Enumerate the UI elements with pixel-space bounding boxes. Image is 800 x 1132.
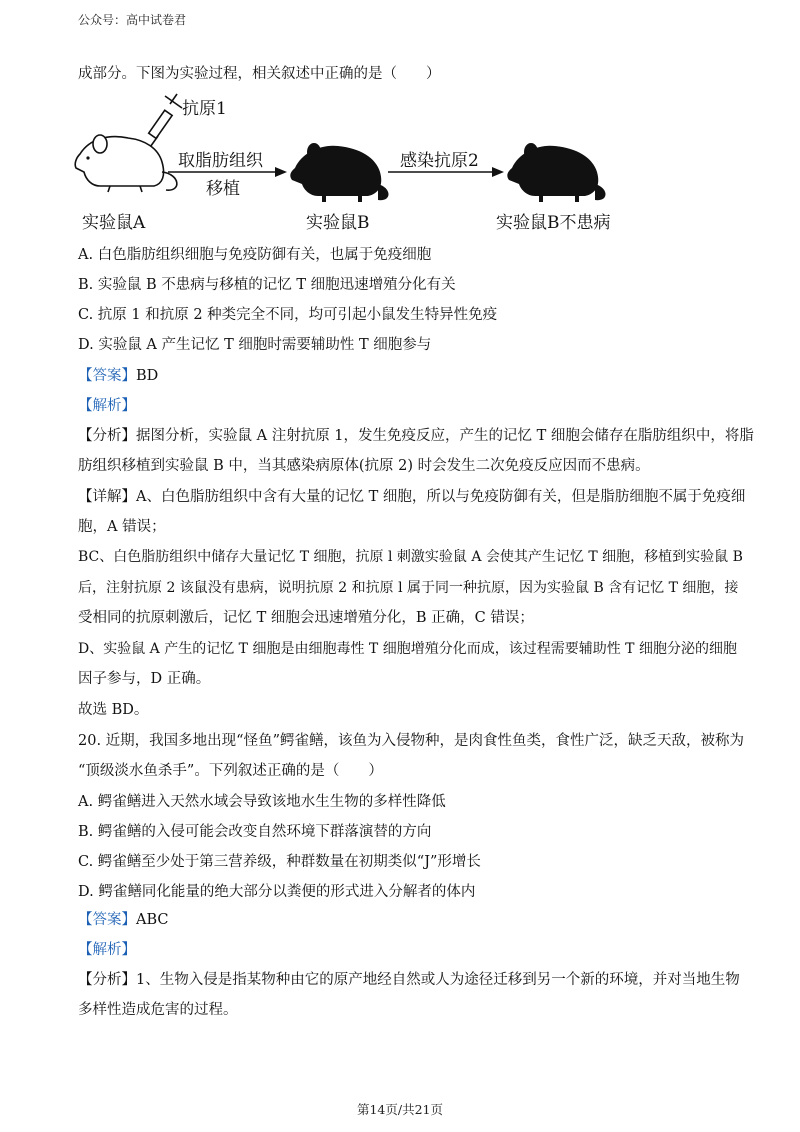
q20-analysis-tag [78, 940, 730, 960]
page-footer: 第14页/共21页 [356, 1102, 444, 1117]
q19-xiangjie-line-4: 后，注射抗原 2 该鼠没有患病，说明抗原 2 和抗原 l 属于同一种抗原，因为实验鼠 B 含有记忆 T 细胞，接 [78, 580, 739, 596]
q20-option-c: C. 鳄雀鳝至少处于第三营养级，种群数量在初期类似“J”形增长 [78, 854, 481, 870]
analysis-tag: 【解析】 [78, 398, 136, 414]
page-header: 公众号：高中试卷君 [78, 13, 187, 27]
q20-option-d: D. 鳄雀鳝同化能量的绝大部分以粪便的形式进入分解者的体内 [78, 884, 476, 900]
q19-xiangjie-line-1 [78, 487, 746, 507]
q20-fenxi-line-1 [78, 970, 740, 990]
fenxi-text: 1、生物入侵是指某物种由它的原产地经自然或人为途径迁移到另一个新的环境，并对当地生物 [136, 972, 740, 988]
q19-option-a: A. 白色脂肪组织细胞与免疫防御有关，也属于免疫细胞 [78, 247, 432, 263]
q20-option-a: A. 鳄雀鳝进入天然水域会导致该地水生生物的多样性降低 [78, 794, 446, 810]
q20-option-b: B. 鳄雀鳝的入侵可能会改变自然环境下群落演替的方向 [78, 824, 432, 840]
black-mouse-icon-healthy [507, 143, 605, 202]
fenxi-text: 据图分析，实验鼠 A 注射抗原 1，发生免疫反应，产生的记忆 T 细胞会储存在脂肪组织中，将脂 [136, 428, 754, 444]
q19-option-d: D. 实验鼠 A 产生记忆 T 细胞时需要辅助性 T 细胞参与 [78, 337, 432, 353]
experiment-figure [70, 92, 650, 242]
answer-value: ABC [136, 912, 169, 928]
q19-conclusion: 故选 BD。 [78, 702, 149, 718]
answer-tag: 【答案】 [78, 368, 136, 384]
q19-fenxi-line-2: 肪组织移植到实验鼠 B 中，当其感染病原体(抗原 2) 时会发生二次免疫反应因而不患病。 [78, 458, 650, 474]
q19-xiangjie-line-6: D、实验鼠 A 产生的记忆 T 细胞是由细胞毒性 T 细胞增殖分化而成，该过程需要辅助性 T 细胞分泌的细胞 [78, 641, 737, 657]
q20-answer [78, 910, 730, 930]
q19-answer [78, 366, 730, 386]
q19-xiangjie-line-2: 胞，A 错误； [78, 519, 166, 535]
arrow-2-head [492, 167, 504, 177]
fenxi-tag: 【分析】 [78, 972, 136, 988]
answer-tag: 【答案】 [78, 912, 136, 928]
answer-value: BD [136, 368, 159, 384]
fenxi-tag: 【分析】 [78, 428, 136, 444]
arrow-2-label: 感染抗原2 [400, 151, 479, 171]
q20-stem-line-1: 20. 近期，我国多地出现“怪鱼”鳄雀鳝，该鱼为入侵物种，是肉食性鱼类，食性广泛，缺乏天敌，被称为 [78, 733, 744, 749]
mouse-a-label: 实验鼠A [82, 213, 146, 233]
q19-xiangjie-line-7: 因子参与，D 正确。 [78, 671, 211, 687]
q19-fenxi-line-1 [78, 426, 754, 446]
q19-xiangjie-line-3: BC、白色脂肪组织中储存大量记忆 T 细胞，抗原 l 刺激实验鼠 A 会使其产生记忆 T 细胞，移植到实验鼠 B [78, 549, 743, 565]
mouse-b-label: 实验鼠B [306, 213, 370, 233]
arrow-1-head [275, 167, 287, 177]
mouse-b-healthy-label: 实验鼠B不患病 [496, 213, 611, 233]
xiangjie-text: A、白色脂肪组织中含有大量的记忆 T 细胞，所以与免疫防御有关，但是脂肪细胞不属于免疫细 [136, 489, 746, 505]
q20-stem-line-2: “顶级淡水鱼杀手”。下列叙述正确的是（ ） [78, 763, 383, 779]
q19-option-b: B. 实验鼠 B 不患病与移植的记忆 T 细胞迅速增殖分化有关 [78, 277, 456, 293]
q20-fenxi-line-2: 多样性造成危害的过程。 [78, 1002, 238, 1018]
arrow-1-label-top: 取脂肪组织 [178, 151, 263, 171]
arrow-1-label-bottom: 移植 [206, 179, 240, 199]
antigen-1-label: 抗原1 [182, 99, 227, 119]
q19-analysis-tag [78, 396, 730, 416]
syringe-icon [148, 94, 182, 150]
q19-xiangjie-line-5: 受相同的抗原刺激后，记忆 T 细胞会迅速增殖分化，B 正确，C 错误； [78, 610, 534, 626]
white-mouse-icon [75, 135, 177, 192]
black-mouse-icon-b [290, 143, 388, 202]
q19-option-c: C. 抗原 1 和抗原 2 种类完全不同，均可引起小鼠发生特异性免疫 [78, 307, 498, 323]
q19-stem: 成部分。下图为实验过程，相关叙述中正确的是（ ） [78, 66, 441, 82]
xiangjie-tag: 【详解】 [78, 489, 136, 505]
analysis-tag: 【解析】 [78, 942, 136, 958]
